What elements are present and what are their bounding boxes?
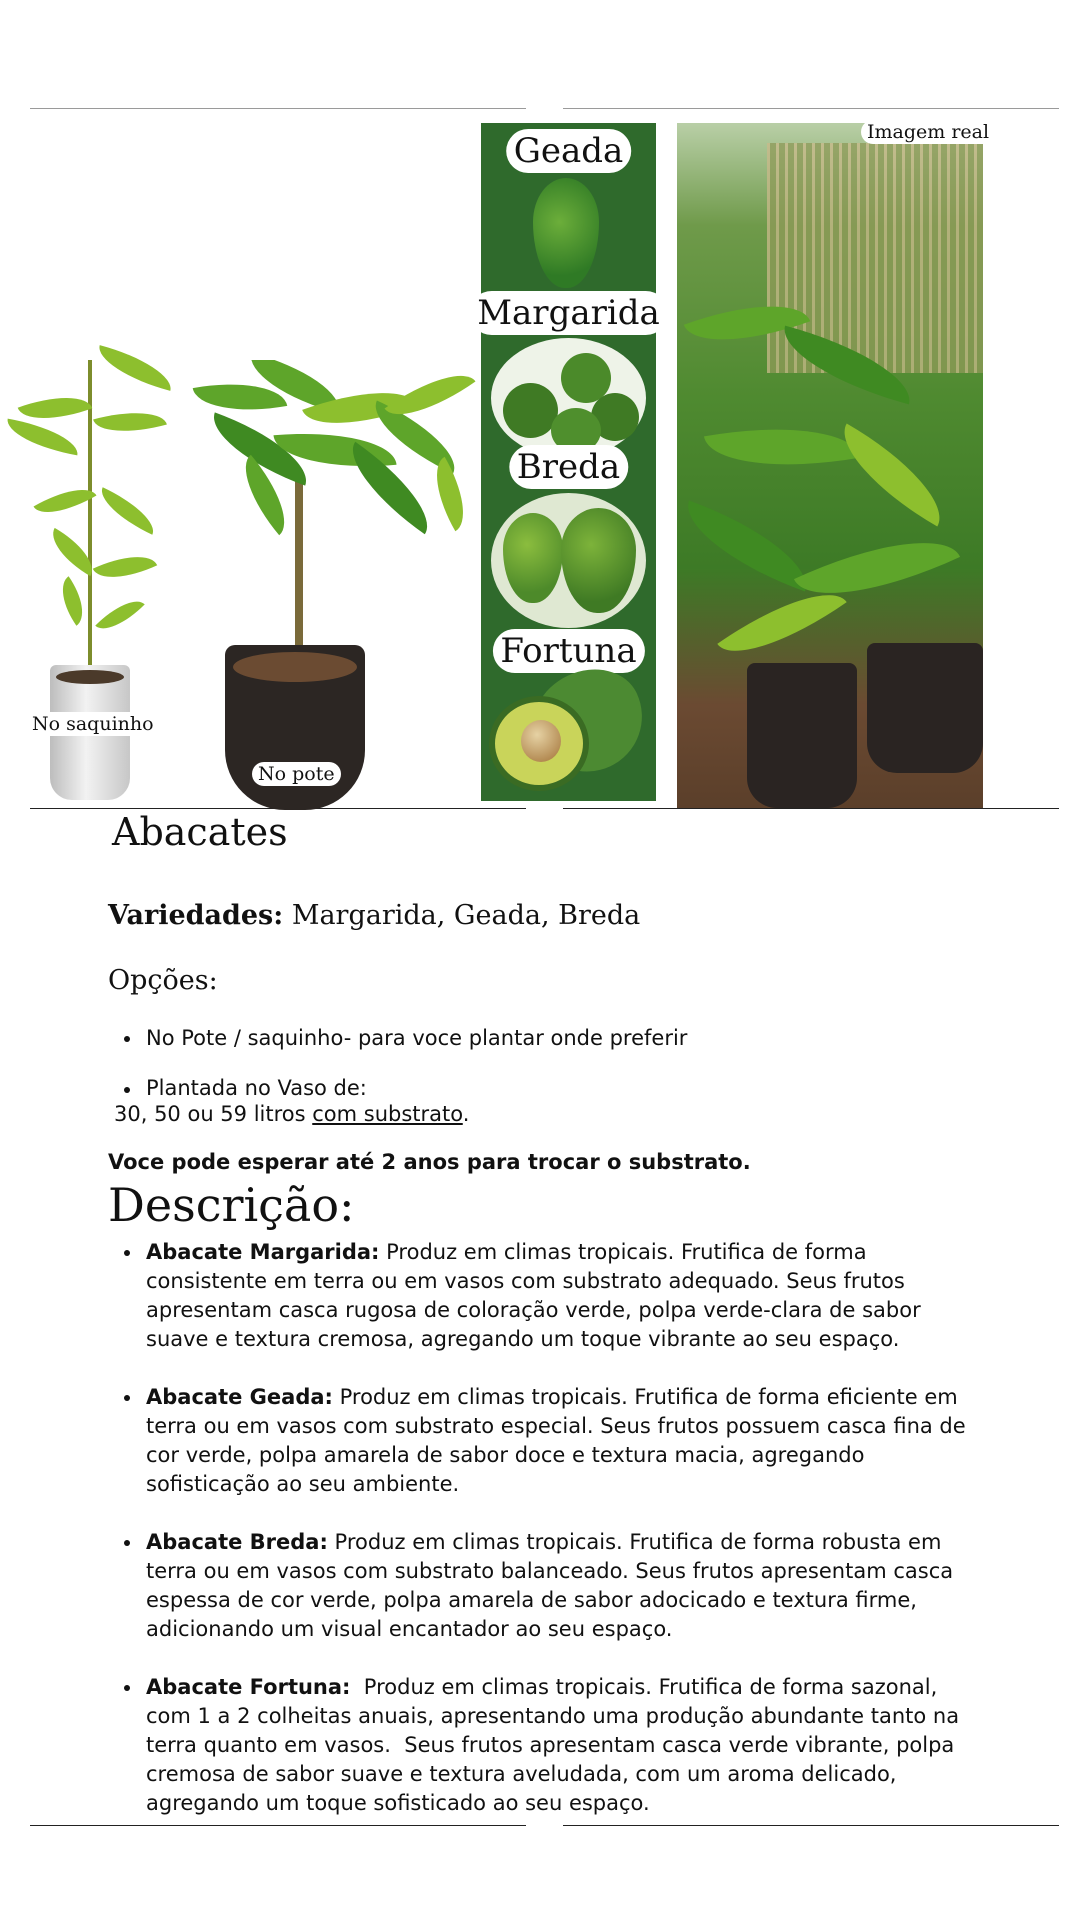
desc-item-fortuna [108,1673,988,1818]
variety-label-fortuna: Fortuna [492,629,644,673]
top-rule-right [563,108,1059,109]
tag-no-saquinho: No saquinho [26,712,160,736]
breda-fruit-icon [491,493,646,628]
option-vaso-sizes: 30, 50 ou 59 litros [114,1102,313,1126]
varieties-panel [477,123,660,801]
option-item-pote-text: No Pote / saquinho- para voce plantar onde preferir [146,1026,688,1050]
desc-item-geada [108,1383,988,1499]
desc-item-fortuna-name: Abacate Fortuna: [146,1675,351,1699]
desc-item-breda-name: Abacate Breda: [146,1530,328,1554]
nursery-real-photo [677,123,983,808]
option-item-vaso-line2 [108,1101,908,1127]
variedades-label: Variedades: [108,900,284,931]
option-item-vaso [108,1075,908,1127]
seedling-bag-photo [0,340,185,810]
desc-item-breda [108,1528,988,1644]
tag-no-pote: No pote [252,762,341,786]
descricao-heading: Descrição: [108,1178,355,1232]
variety-label-breda: Breda [509,445,628,489]
desc-item-breda-text: Produz em climas tropicais. Frutifica de forma robusta em terra ou em vasos com substrato balanceado. Seus frutos apresentam casca espessa de cor verde, polpa amarela de sabor adocicado e textura firme, adicionando um visual encantador ao seu espaço. [146,1530,954,1641]
margarida-fruit-icon [491,338,646,458]
tag-imagem-real: Imagem real [861,120,995,144]
options-list [108,1024,908,1052]
opcoes-heading: Opções: [108,965,218,996]
top-rule-left [30,108,526,109]
options-list-vaso [108,1075,908,1127]
option-vaso-period: . [462,1102,470,1126]
variety-label-margarida: Margarida [469,291,668,335]
description-list [108,1238,988,1847]
mid-rule-right [563,808,1059,809]
fortuna-fruit-icon [489,671,649,791]
option-item-vaso-line1: Plantada no Vaso de: [146,1076,367,1100]
page-title: Abacates [112,810,288,854]
option-item-pote [108,1024,908,1052]
substrate-note: Voce pode esperar até 2 anos para trocar o substrato. [108,1150,751,1174]
geada-fruit-icon [533,178,599,288]
variedades-line [108,900,640,931]
desc-item-margarida-name: Abacate Margarida: [146,1240,380,1264]
desc-item-margarida [108,1238,988,1354]
desc-item-geada-name: Abacate Geada: [146,1385,333,1409]
desc-item-margarida-text: Produz em climas tropicais. Frutifica de forma consistente em terra ou em vasos com substrato adequado. Seus frutos apresentam casca rugosa de coloração verde, polpa verde-clara de sabor suave e textura cremosa, agregando um toque vibrante ao seu espaço. [146,1240,921,1351]
desc-item-fortuna-text: Produz em climas tropicais. Frutifica de forma sazonal, com 1 a 2 colheitas anuais, apresentando uma produção abundante tanto na terra quanto em vasos. Seus frutos apresentam casca verde vibrante, polpa cremosa de sabor suave e textura aveludada, com um aroma delicado, agregando um toque sofisticado ao seu espaço. [146,1675,966,1815]
variety-label-geada: Geada [506,129,632,173]
desc-item-geada-text: Produz em climas tropicais. Frutifica de forma eficiente em terra ou em vasos com substrato especial. Seus frutos possuem casca fina de cor verde, polpa amarela de sabor doce e textura macia, agregando sofisticação ao seu ambiente. [146,1385,966,1496]
plant-pot-photo [185,360,495,810]
variedades-value: Margarida, Geada, Breda [283,900,641,931]
com-substrato-link[interactable]: com substrato [312,1102,463,1126]
